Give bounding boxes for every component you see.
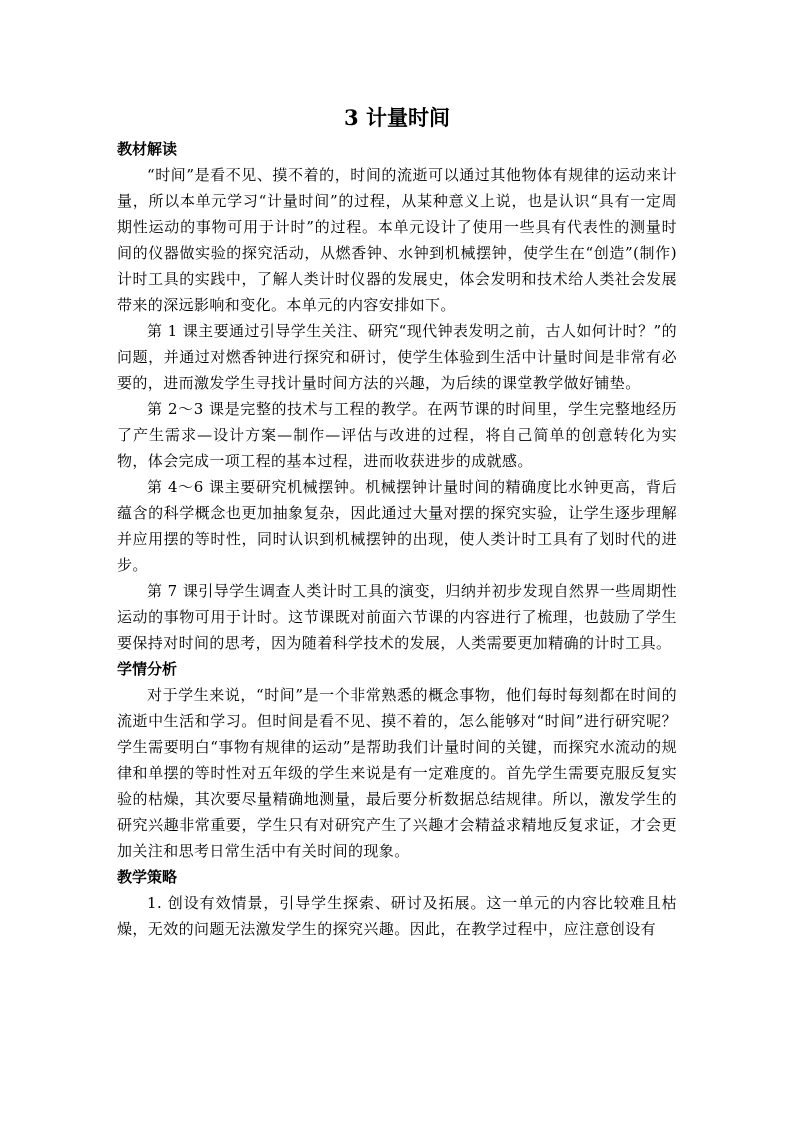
paragraph: 第 4～6 课主要研究机械摆钟。机械摆钟计量时间的精确度比水钟更高，背后蕴含的科学概念也更加抽象复杂，因此通过大量对摆的探究实验，让学生逐步理解并应用摆的等时性，同时认识到机械摆钟的出现，使人类计时工具有了划时代的进步。 xyxy=(117,478,677,574)
paragraph: “时间”是看不见、摸不着的，时间的流逝可以通过其他物体有规律的运动来计量，所以本单元学习“计量时间”的过程，从某种意义上说，也是认识“具有一定周期性运动的事物可用于计时”的过程。本单元设计了使用一些具有代表性的测量时间的仪器做实验的探究活动，从燃香钟、水钟到机械摆钟，使学生在“创造”(制作)计时工具的实践中，了解人类计时仪器的发展史，体会发明和技术给人类社会发展带来的深远影响和变化。本单元的内容安排如下。 xyxy=(117,166,677,314)
section-heading-textbook-analysis: 教材解读 xyxy=(117,140,178,158)
paragraph: 对于学生来说，“时间”是一个非常熟悉的概念事物，他们每时每刻都在时间的流逝中生活和学习。但时间是看不见、摸不着的，怎么能够对“时间”进行研究呢？学生需要明白“事物有规律的运动”是帮助我们计量时间的关键，而探究水流动的规律和单摆的等时性对五年级的学生来说是有一定难度的。首先学生需要克服反复实验的枯燥，其次要尽量精确地测量，最后要分析数据总结规律。所以，激发学生的研究兴趣非常重要，学生只有对研究产生了兴趣才会精益求精地反复求证，才会更加关注和思考日常生活中有关时间的现象。 xyxy=(117,686,677,860)
document-title: 3 计量时间 xyxy=(344,105,450,130)
paragraph: 第 7 课引导学生调查人类计时工具的演变，归纳并初步发现自然界一些周期性运动的事物可用于计时。这节课既对前面六节课的内容进行了梳理，也鼓励了学生要保持对时间的思考，因为随着科学技术的发展，人类需要更加精确的计时工具。 xyxy=(117,582,677,652)
section-heading-teaching-strategy: 教学策略 xyxy=(117,868,178,886)
document-page xyxy=(117,100,677,942)
section-heading-learner-analysis: 学情分析 xyxy=(117,660,178,678)
paragraph: 第 1 课主要通过引导学生关注、研究“现代钟表发明之前，古人如何计时？”的问题，并通过对燃香钟进行探究和研讨，使学生体验到生活中计量时间是非常有必要的，进而激发学生寻找计量时间方法的兴趣，为后续的课堂教学做好铺垫。 xyxy=(117,322,677,392)
paragraph: 第 2～3 课是完整的技术与工程的教学。在两节课的时间里，学生完整地经历了产生需求—设计方案—制作—评估与改进的过程，将自己简单的创意转化为实物，体会完成一项工程的基本过程，进而收获进步的成就感。 xyxy=(117,400,677,470)
paragraph: 1. 创设有效情景，引导学生探索、研讨及拓展。这一单元的内容比较难且枯燥，无效的问题无法激发学生的探究兴趣。因此，在教学过程中，应注意创设有 xyxy=(117,894,677,938)
